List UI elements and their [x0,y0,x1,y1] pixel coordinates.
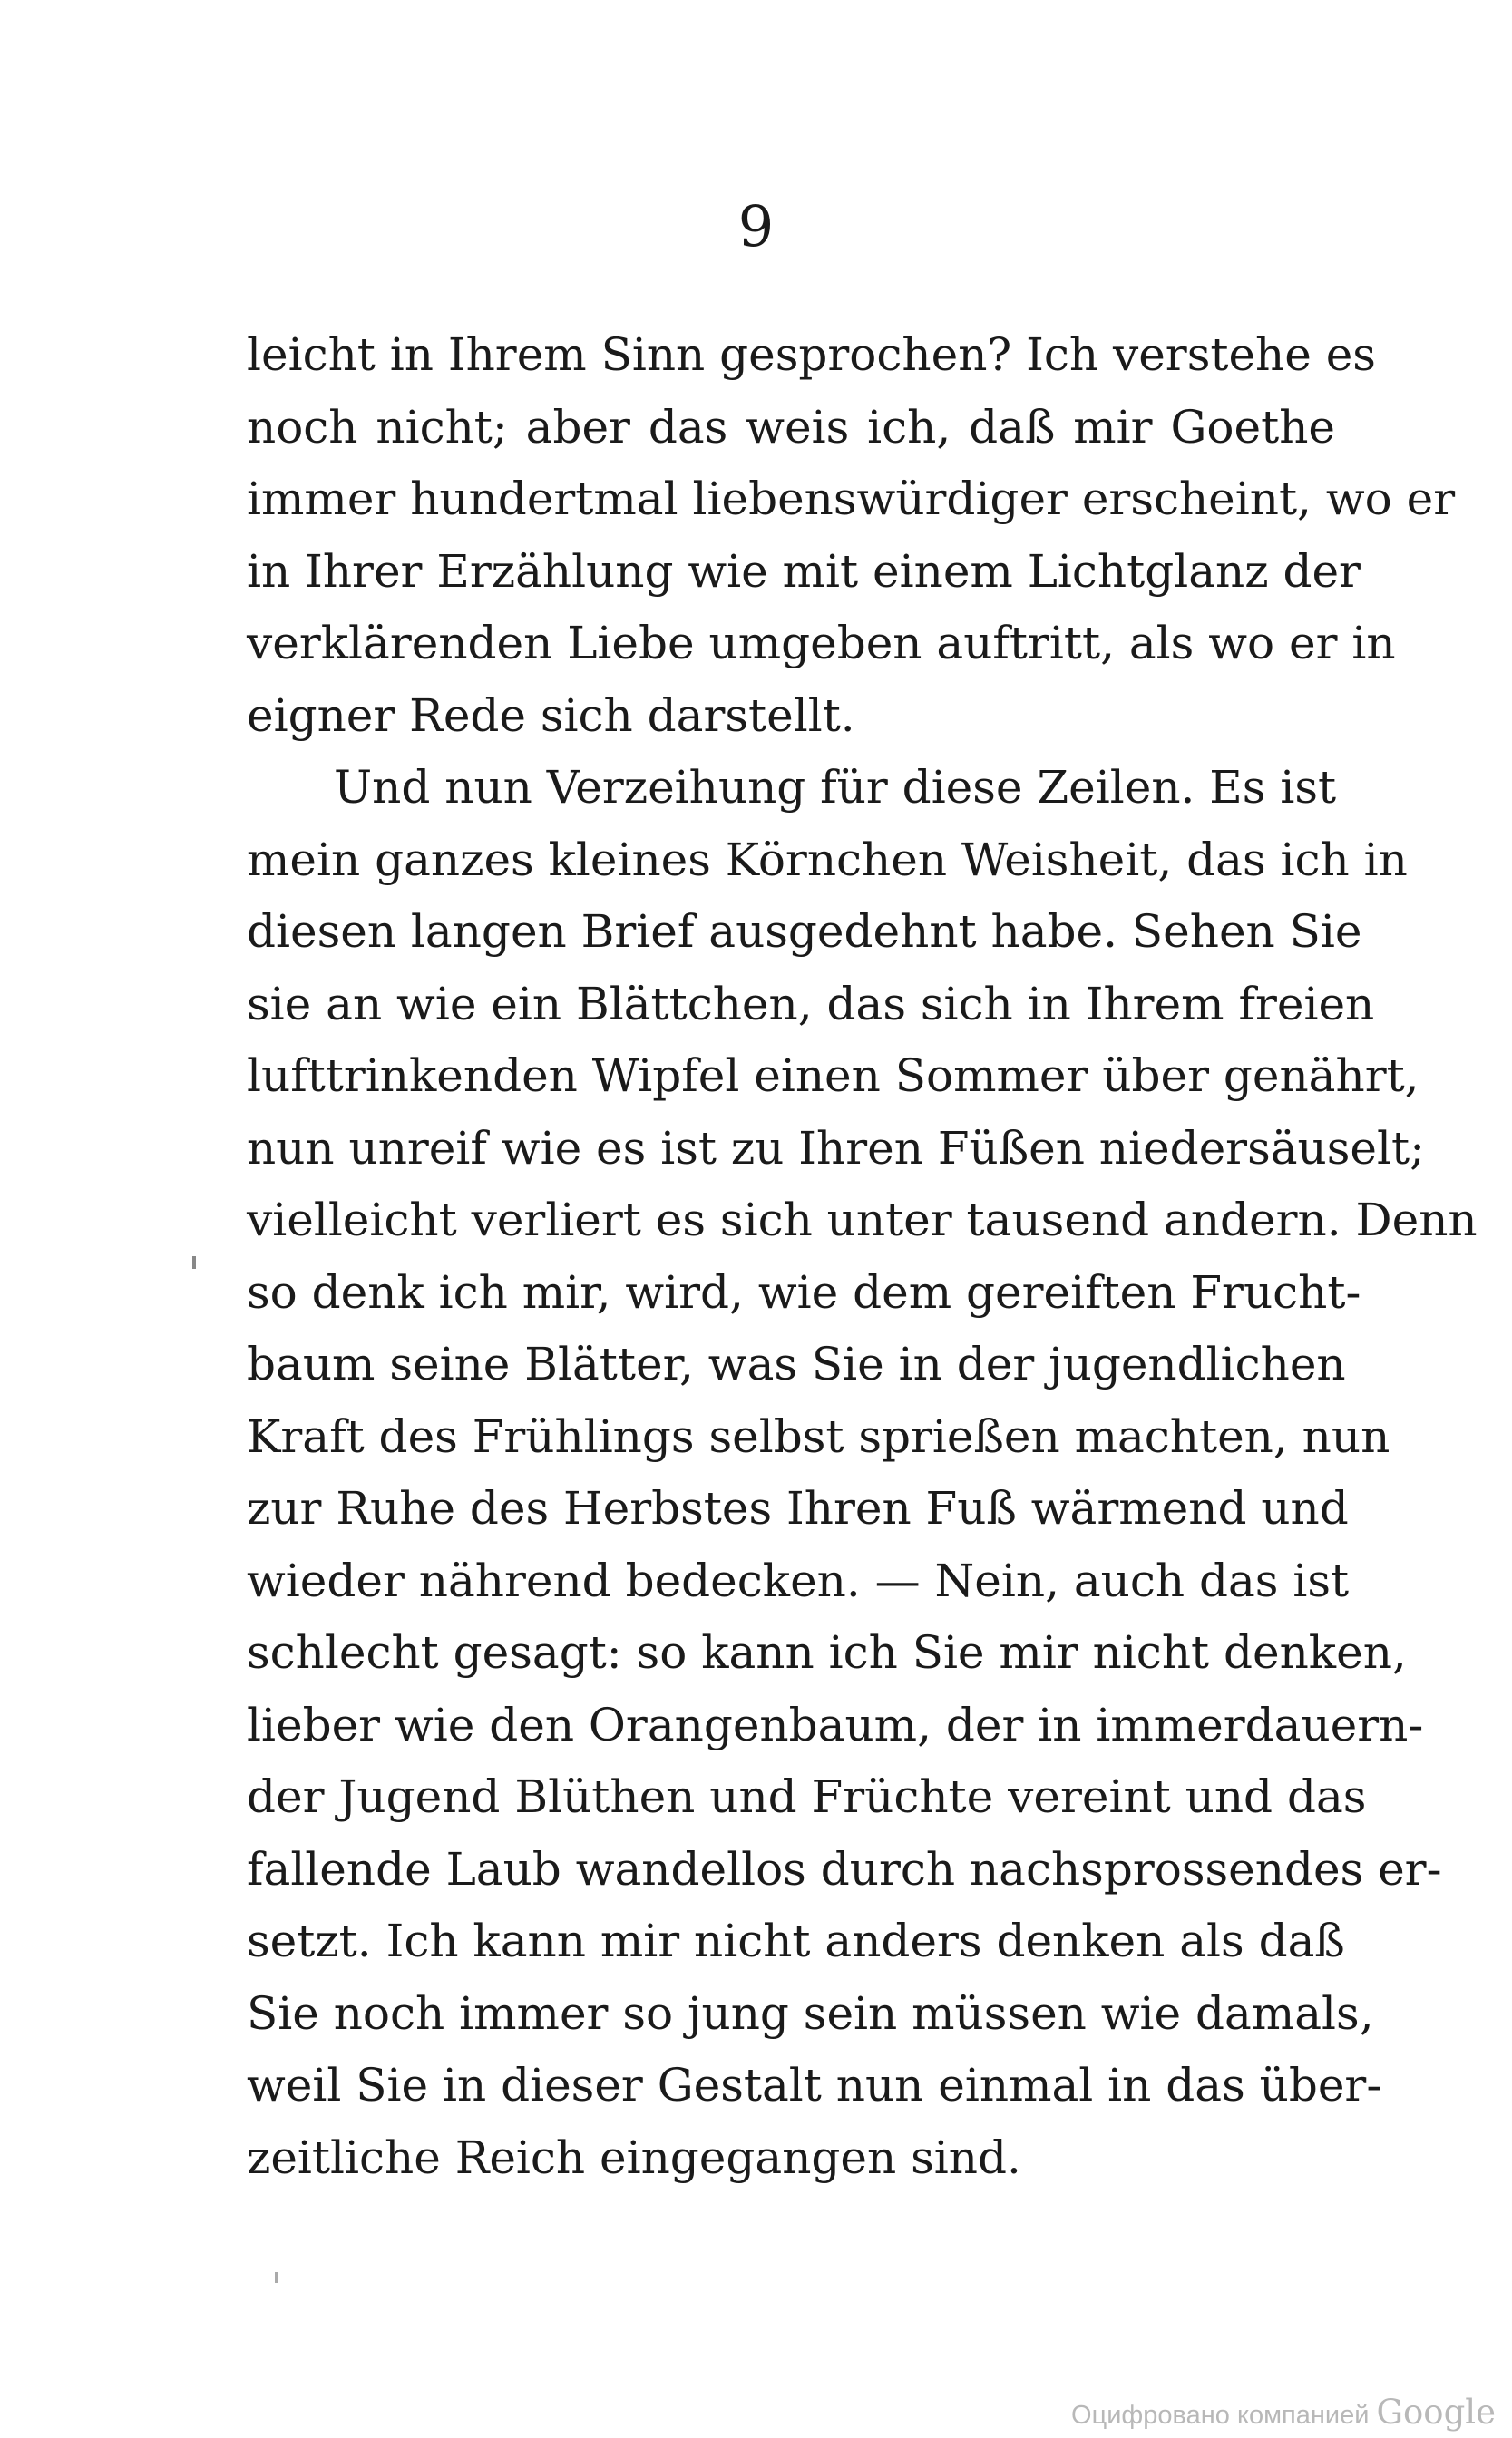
text-line: zur Ruhe des Herbstes Ihren Fuß wärmend und [247,1482,1349,1535]
paragraph-1 [247,319,1456,752]
text-line: nun unreif wie es ist zu Ihren Füßen niedersäuselt; [247,1121,1425,1175]
credit-prefix: Оцифровано компанией [1071,2401,1370,2430]
text-line: lufttrinkenden Wipfel einen Sommer über genährt, [247,1049,1419,1102]
text-line: Kraft des Frühlings selbst sprießen machten, nun [247,1409,1390,1463]
text-line: mein ganzes kleines Körnchen Weisheit, das ich in [247,833,1408,886]
text-line: weil Sie in dieser Gestalt nun einmal in das über- [247,2059,1382,2111]
text-line: so denk ich mir, wird, wie dem gereiften Frucht- [247,1265,1361,1319]
text-line: diesen langen Brief ausgedehnt habe. Sehen Sie [247,905,1362,958]
text-line: verklärenden Liebe umgeben auftritt, als wo er in [247,617,1396,669]
digitization-credit [1071,2394,1496,2433]
scan-speck [192,1256,196,1269]
text-line: Und nun Verzeihung für diese Zeilen. Es ist [334,761,1337,814]
text-line: leicht in Ihrem Sinn gesprochen? Ich verstehe es [247,328,1376,381]
text-line: lieber wie den Orangenbaum, der in immerdauern- [247,1698,1424,1751]
text-line: eigner Rede sich darstellt. [247,688,855,742]
text-line: immer hundertmal liebenswürdiger erscheint, wo er [247,473,1456,525]
text-line: der Jugend Blüthen und Früchte vereint und das [247,1770,1367,1823]
text-line: sie an wie ein Blättchen, das sich in Ihrem freien [247,977,1375,1030]
text-line: fallende Laub wandellos durch nachsprossendes er- [247,1842,1442,1896]
page-number: 9 [737,193,775,259]
text-line: in Ihrer Erzählung wie mit einem Lichtglanz der [247,544,1361,598]
text-line: wieder nährend bedecken. — Nein, auch das ist [247,1554,1350,1607]
text-line: setzt. Ich kann mir nicht anders denken als daß [247,1915,1345,1967]
text-line: vielleicht verliert es sich unter tausend andern. Denn [247,1194,1478,1246]
scan-speck [275,2272,278,2283]
text-line: noch nicht; aber das weis ich, daß mir Goethe [247,400,1335,453]
text-line: schlecht gesagt: so kann ich Sie mir nicht denken, [247,1626,1407,1679]
credit-brand: Google [1376,2393,1496,2432]
paragraph-2 [247,752,1478,2194]
text-line: baum seine Blätter, was Sie in der jugendlichen [247,1338,1346,1390]
text-line: Sie noch immer so jung sein müssen wie damals, [247,1986,1374,2040]
text-line: zeitliche Reich eingegangen sind. [247,2131,1021,2184]
body-text [247,319,1478,2194]
